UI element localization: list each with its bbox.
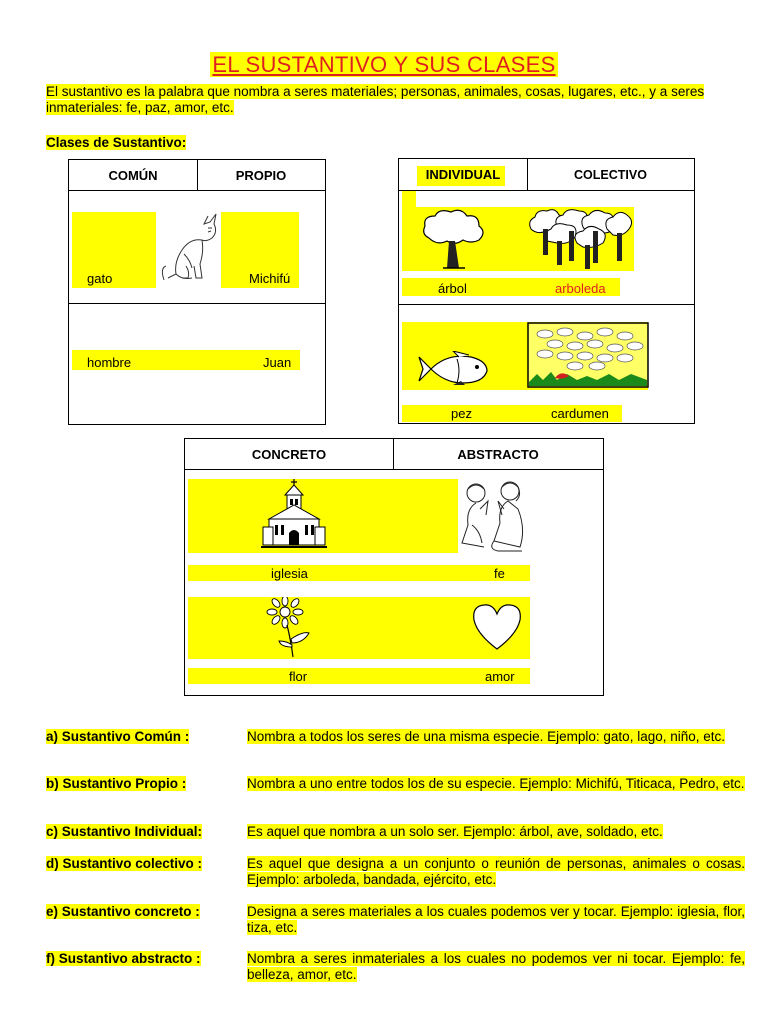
- label-juan: Juan: [263, 355, 292, 370]
- header-concreto: CONCRETO: [251, 446, 327, 462]
- label-arboleda: arboleda: [555, 281, 606, 296]
- label-michifu: Michifú: [249, 271, 291, 286]
- header-colectivo: COLECTIVO: [574, 167, 647, 182]
- header-abstracto: ABSTRACTO: [457, 446, 539, 462]
- heart-image: [471, 602, 523, 652]
- header-individual: INDIVIDUAL: [425, 167, 501, 182]
- label-arbol: árbol: [438, 281, 467, 296]
- label-iglesia: iglesia: [271, 566, 308, 581]
- tree-image: [419, 208, 489, 270]
- grove-image: [527, 207, 633, 271]
- fish-image: [417, 351, 491, 387]
- praying-children-image: [458, 479, 532, 557]
- header-propio: PROPIO: [235, 167, 287, 183]
- label-cardumen: cardumen: [551, 406, 609, 421]
- label-hombre: hombre: [87, 355, 132, 370]
- intro-paragraph: El sustantivo es la palabra que nombra a seres materiales; personas, animales, cosas, lugares, etc., y a seres inmateriales: fe, paz, amor, etc.: [46, 84, 705, 115]
- label-fe: fe: [494, 566, 505, 581]
- table-concreto-abstracto: [184, 438, 604, 696]
- label-pez: pez: [451, 406, 472, 421]
- label-gato: gato: [87, 271, 113, 286]
- table-comun-propio: [68, 159, 326, 425]
- label-amor: amor: [485, 669, 515, 684]
- school-of-fish-image: [527, 322, 649, 388]
- classes-heading: Clases de Sustantivo:: [46, 135, 187, 150]
- page-title: EL SUSTANTIVO Y SUS CLASES: [212, 52, 556, 77]
- table-individual-colectivo: [398, 158, 695, 424]
- church-image: [261, 479, 327, 551]
- header-comun: COMÚN: [108, 167, 158, 183]
- cat-image: [156, 208, 221, 286]
- label-flor: flor: [289, 669, 308, 684]
- flower-image: [265, 597, 317, 659]
